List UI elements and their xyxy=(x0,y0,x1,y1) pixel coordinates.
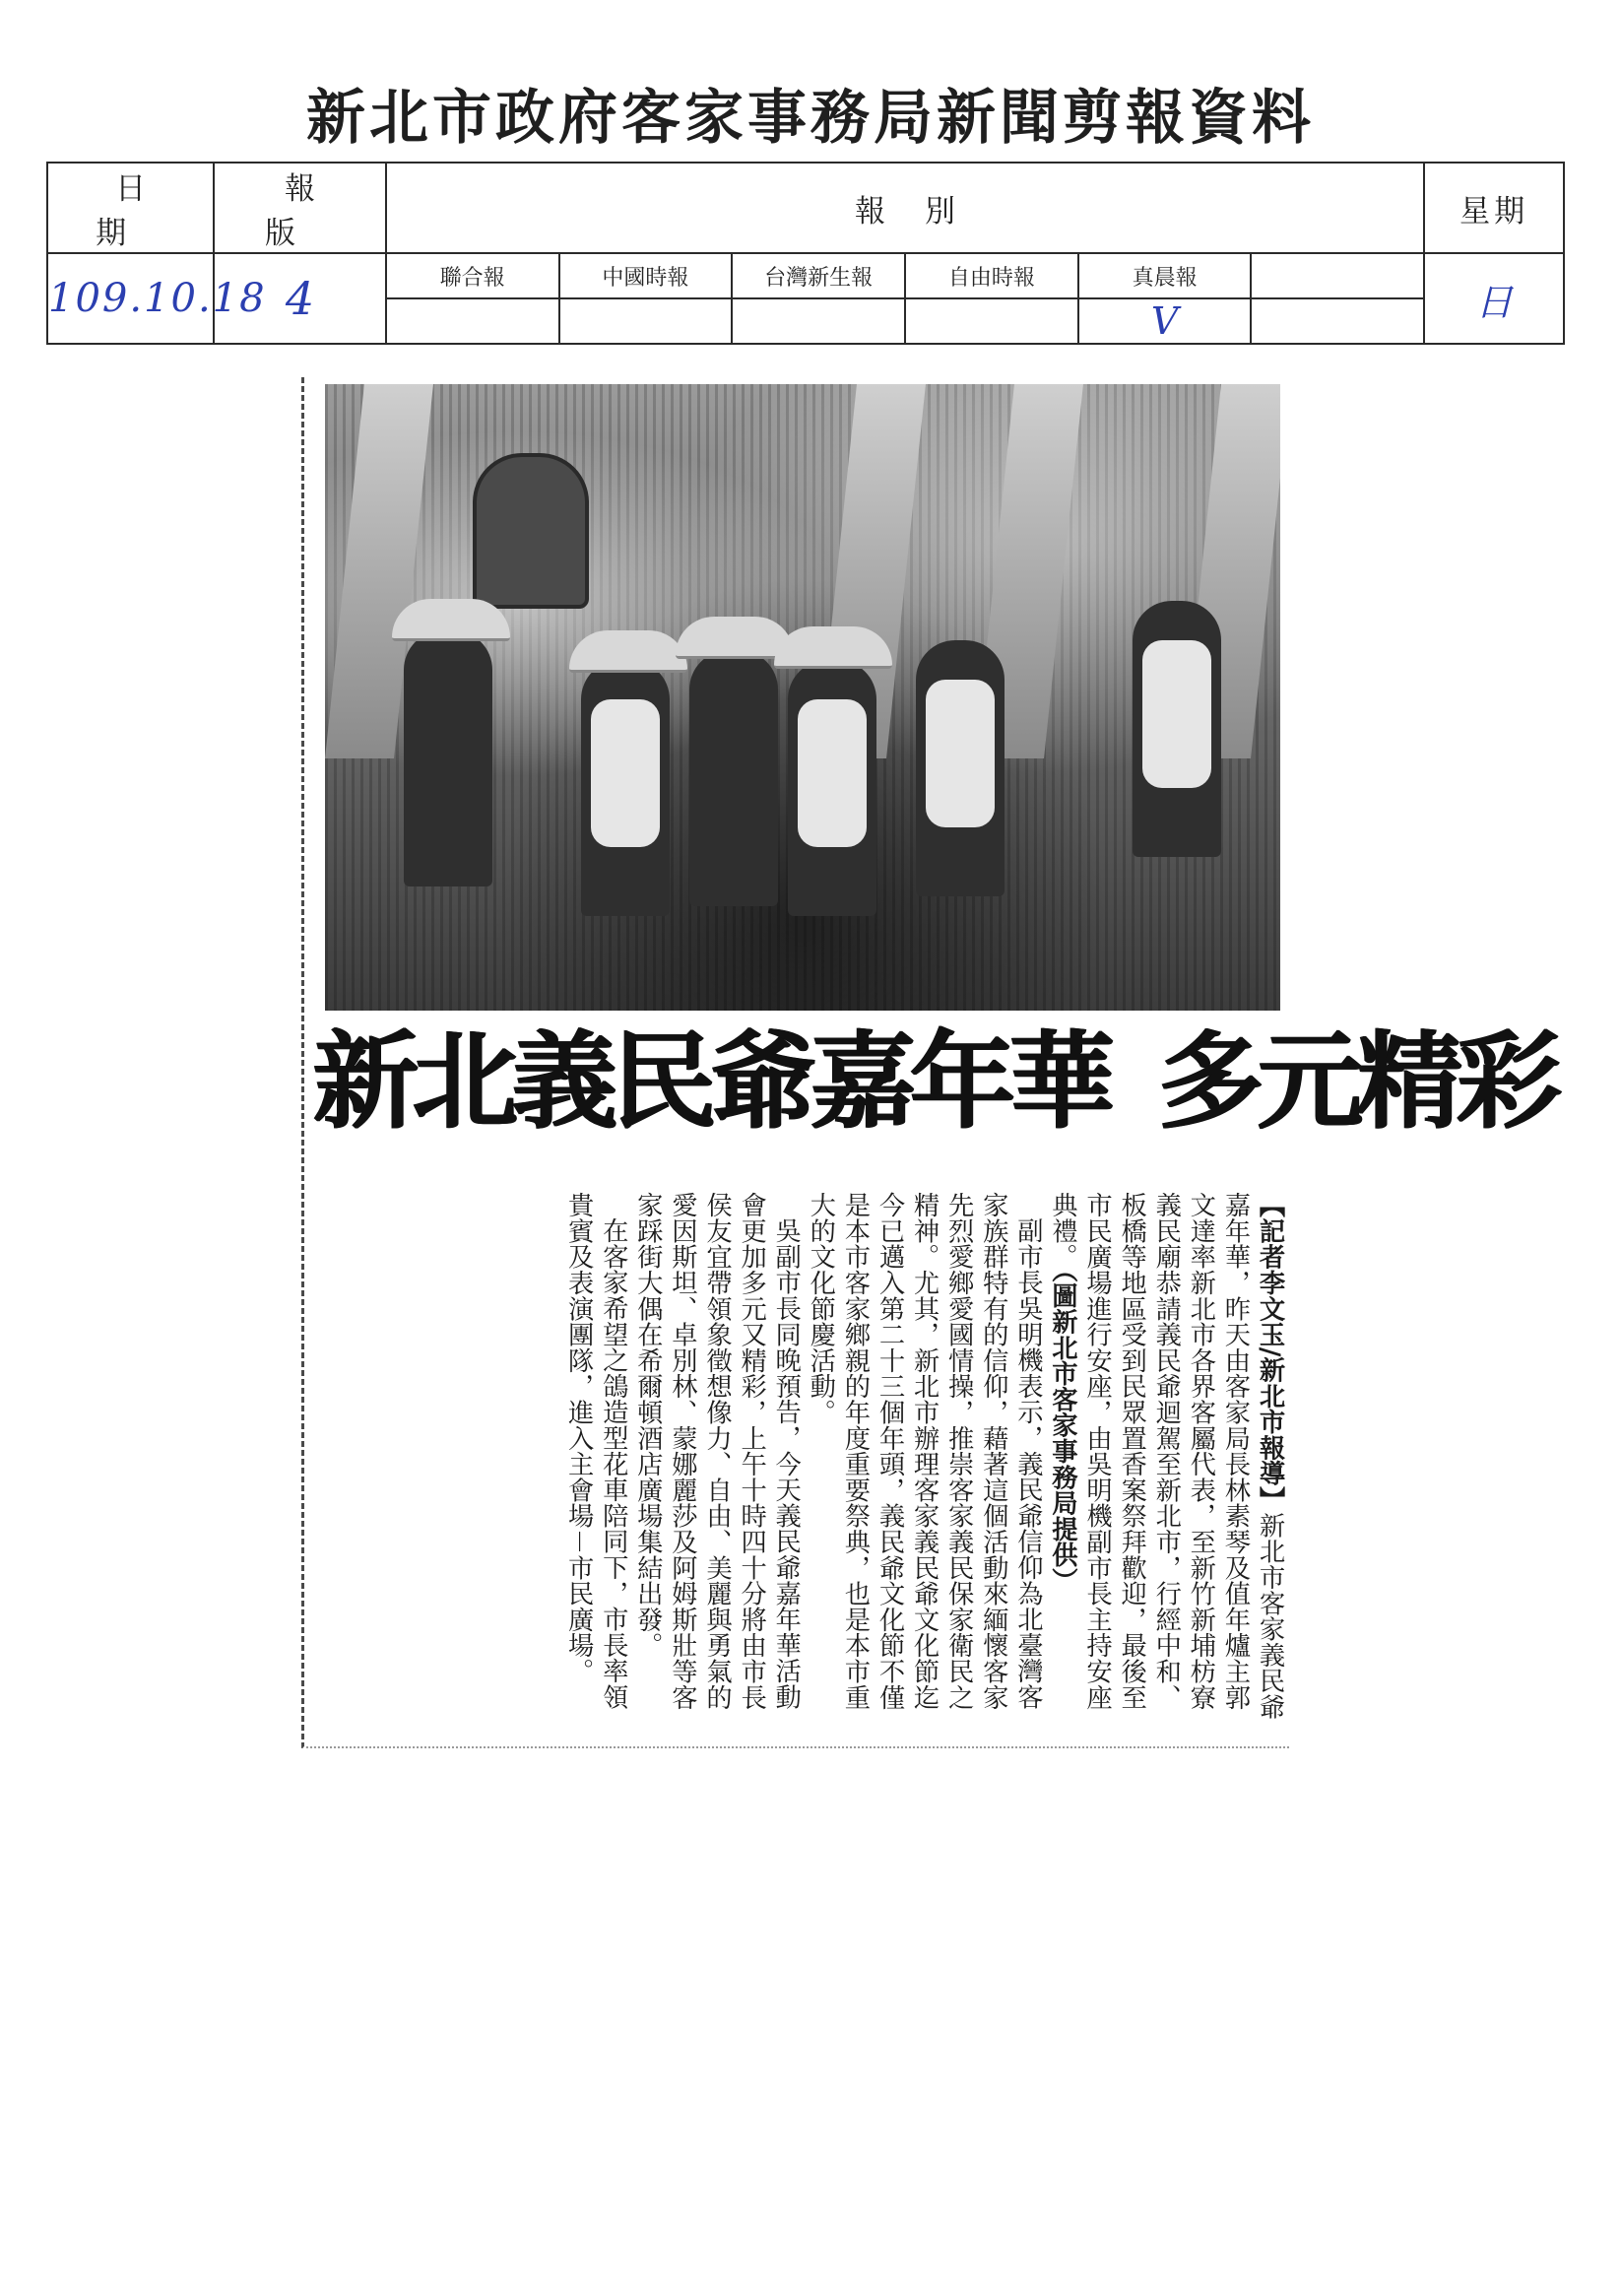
photo-vest xyxy=(1142,640,1211,788)
edition-header: 報版 xyxy=(214,163,386,253)
weekday-header: 星期 xyxy=(1424,163,1564,253)
news-photo xyxy=(325,384,1280,1011)
newspaper-name: 聯合報 xyxy=(386,253,559,298)
photo-figure xyxy=(404,630,492,886)
article-paragraph: 吳副市長同晚預告，今天義民爺嘉年華活動會更加多元又精彩，上午十時四十分將由市長侯友宜帶領象徵想像力、自由、美麗與勇氣的愛因斯坦、卓別林、蒙娜麗莎及阿姆斯壯等客家踩街大偶在希爾頓酒店廣場集結出發。 xyxy=(632,1192,801,1710)
photo-hat xyxy=(774,626,892,669)
newspaper-name xyxy=(1251,253,1424,298)
mark-cell xyxy=(559,298,733,344)
article-paragraph: 副市長吳明機表示，義民爺信仰為北臺灣客家族群特有的信仰，藉著這個活動來緬懷客家先烈愛鄉愛國情操，推崇客家義民保家衛民之精神。尤其，新北市辦理客家義民爺文化節迄今已邁入第二十三個年頭，義民爺文化節不僅是本市客家鄉親的年度重要祭典，也是本市重大的文化節慶活動。 xyxy=(805,1192,1043,1710)
newspaper-name: 真晨報 xyxy=(1078,253,1252,298)
mark-cell-checked xyxy=(1078,298,1252,344)
article-paragraph xyxy=(1044,1192,1286,1732)
newspaper-name: 自由時報 xyxy=(905,253,1078,298)
article-text: 新北市客家義民爺嘉年華，昨天由客家局長林素琴及值年爐主郭文達率新北市各界客屬代表，至新竹新埔枋寮義民廟恭請義民爺迴駕至新北市，行經中和、板橋等地區受到民眾置香案祭拜歡迎，最後至市民廣場進行安座，由吳明機副市長主持安座典禮。 xyxy=(1047,1192,1284,1720)
article-body xyxy=(321,1192,1286,1732)
headline-sub: 多元精彩 xyxy=(1158,1020,1557,1144)
weekday-value: 日 xyxy=(1475,280,1514,324)
mark-cell xyxy=(1251,298,1424,344)
newspaper-name: 中國時報 xyxy=(559,253,733,298)
article-byline: 【記者李文玉/新北市報導】 xyxy=(1255,1192,1284,1513)
headline-main: 新北義民爺嘉年華 xyxy=(313,1020,1110,1144)
mark-cell xyxy=(732,298,905,344)
date-cell xyxy=(47,253,267,344)
photo-vest xyxy=(798,699,867,847)
photo-vest xyxy=(591,699,660,847)
photo-sign xyxy=(473,453,589,609)
article-paragraph: 在客家希望之鴿造型花車陪同下，市長率領貴賓及表演團隊，進入主會場－市民廣場。 xyxy=(563,1192,628,1710)
photo-vest xyxy=(926,680,995,827)
mark-cell xyxy=(386,298,559,344)
newspaper-header: 報別 xyxy=(386,163,1424,253)
date-header: 日期 xyxy=(47,163,214,253)
headline xyxy=(313,1020,1557,1144)
photo-hat xyxy=(569,630,687,673)
photo-hat xyxy=(392,599,510,641)
weekday-cell xyxy=(1424,253,1564,344)
photo-figure xyxy=(689,650,778,906)
clipping-info-table xyxy=(46,162,1565,345)
date-value: 109.10.18 xyxy=(48,276,267,321)
newspaper-name: 台灣新生報 xyxy=(732,253,905,298)
check-mark: V xyxy=(1150,299,1179,343)
page-title: 新北市政府客家事務局新聞剪報資料 xyxy=(306,84,1315,153)
photo-credit: （圖新北市客家事務局提供） xyxy=(1047,1269,1077,1594)
mark-cell xyxy=(905,298,1078,344)
edition-value: 4 xyxy=(285,272,315,325)
